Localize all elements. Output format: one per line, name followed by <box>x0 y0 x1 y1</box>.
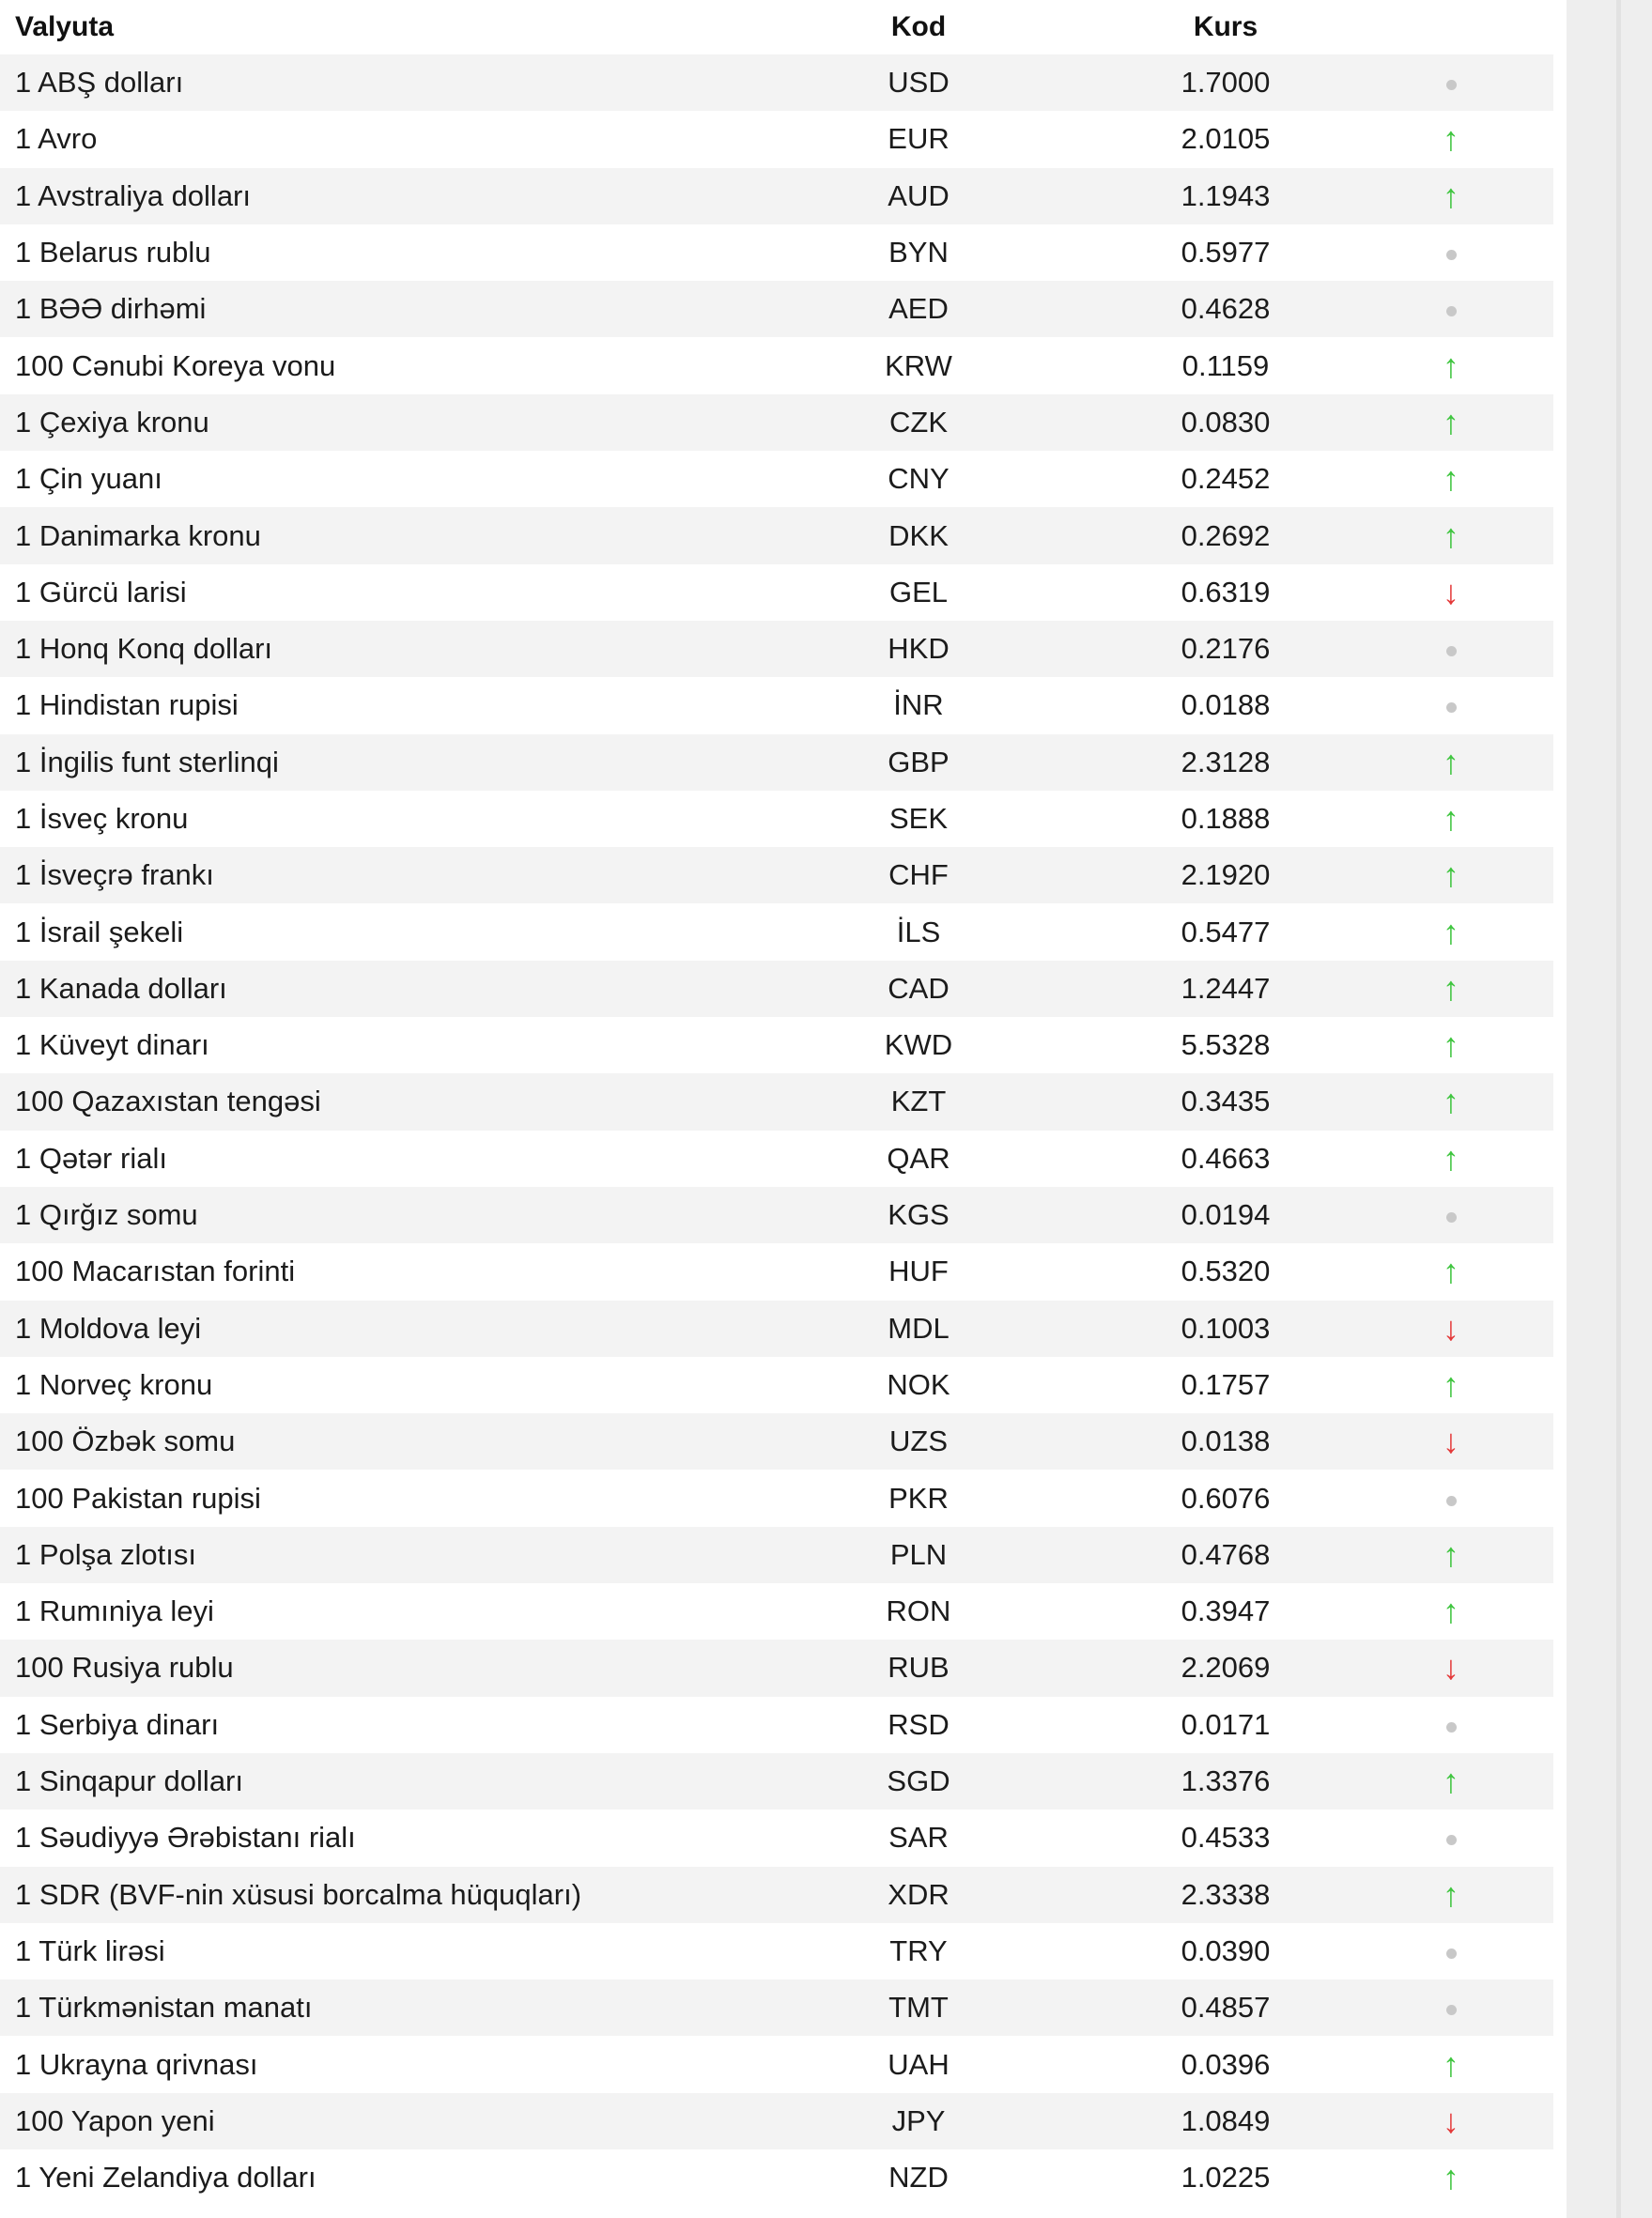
exchange-rate: 0.4533 <box>1181 1821 1271 1855</box>
currency-name: 1 İsveçrə frankı <box>15 858 214 892</box>
currency-code: UAH <box>888 2047 950 2081</box>
table-row <box>0 507 1553 563</box>
currency-name: 1 Küveyt dinarı <box>15 1028 209 1062</box>
currency-name: 1 Çexiya kronu <box>15 405 209 439</box>
header-code: Kod <box>890 11 947 42</box>
table-row <box>0 1979 1553 2036</box>
header-rate: Kurs <box>1193 11 1258 42</box>
exchange-rate: 5.5328 <box>1181 1028 1271 1062</box>
currency-code: KZT <box>890 1085 947 1118</box>
currency-code: HKD <box>888 632 950 666</box>
dot-icon <box>1428 236 1474 270</box>
currency-name: 1 Norveç kronu <box>15 1367 213 1401</box>
currency-code: İLS <box>896 915 941 948</box>
arrow-up-icon: ↑ <box>1443 1364 1459 1404</box>
currency-name: 1 Yeni Zelandiya dolları <box>15 2161 317 2195</box>
dot-icon <box>1428 292 1474 326</box>
table-row <box>0 1301 1553 1357</box>
exchange-rate: 0.1003 <box>1181 1311 1271 1345</box>
exchange-rate: 0.4768 <box>1181 1537 1271 1571</box>
table-row <box>0 1017 1553 1073</box>
exchange-rate: 0.4628 <box>1181 292 1271 326</box>
currency-code: RSD <box>888 1707 950 1741</box>
exchange-rate: 2.3338 <box>1181 1877 1271 1911</box>
arrow-down-icon: ↓ <box>1443 1308 1459 1348</box>
arrow-down-icon: ↓ <box>1443 2101 1459 2140</box>
currency-name: 100 Pakistan rupisi <box>15 1481 261 1515</box>
currency-code: CHF <box>888 858 949 892</box>
currency-code: XDR <box>888 1877 950 1911</box>
arrow-up-icon: ↑ <box>1443 912 1459 951</box>
currency-name: 1 Qırğız somu <box>15 1198 198 1232</box>
exchange-rate: 0.4857 <box>1181 1991 1271 2025</box>
currency-name: 100 Yapon yeni <box>15 2103 215 2137</box>
dot-icon <box>1428 688 1474 722</box>
dot-icon <box>1428 1991 1474 2025</box>
currency-code: NOK <box>887 1367 950 1401</box>
table-row <box>0 677 1553 733</box>
currency-code: USD <box>888 66 950 100</box>
currency-code: NZD <box>888 2161 949 2195</box>
currency-name: 1 SDR (BVF-nin xüsusi borcalma hüquqları) <box>15 1877 582 1911</box>
exchange-rate: 0.2452 <box>1181 462 1271 496</box>
currency-code: TRY <box>889 1933 948 1967</box>
exchange-rate: 0.0194 <box>1181 1198 1271 1232</box>
arrow-up-icon: ↑ <box>1443 346 1459 385</box>
currency-code: BYN <box>888 236 949 270</box>
currency-name: 1 BƏƏ dirhəmi <box>15 292 207 326</box>
exchange-rate: 0.5320 <box>1181 1255 1271 1288</box>
table-row <box>0 1923 1553 1979</box>
table-row <box>0 2036 1553 2092</box>
currency-name: 1 Türk lirəsi <box>15 1933 165 1967</box>
table-row <box>0 1243 1553 1300</box>
currency-code: JPY <box>891 2103 946 2137</box>
arrow-up-icon: ↑ <box>1443 1025 1459 1065</box>
currency-name: 1 Polşa zlotısı <box>15 1537 196 1571</box>
currency-name: 1 İsrail şekeli <box>15 915 184 948</box>
arrow-up-icon: ↑ <box>1443 516 1459 555</box>
arrow-up-icon: ↑ <box>1443 2044 1459 2084</box>
table-row <box>0 281 1553 337</box>
exchange-rate: 0.0390 <box>1181 1933 1271 1967</box>
exchange-rate: 2.3128 <box>1181 745 1271 778</box>
exchange-rate: 2.2069 <box>1181 1651 1271 1685</box>
arrow-up-icon: ↑ <box>1443 1874 1459 1914</box>
exchange-rate: 0.1159 <box>1181 348 1270 382</box>
exchange-rate: 2.0105 <box>1181 122 1271 156</box>
scrollbar-track[interactable] <box>1616 0 1621 2218</box>
exchange-rate: 0.0171 <box>1181 1707 1271 1741</box>
exchange-rate: 0.0396 <box>1181 2047 1271 2081</box>
currency-code: HUF <box>888 1255 949 1288</box>
currency-code: KWD <box>884 1028 953 1062</box>
exchange-rate: 0.3435 <box>1181 1085 1271 1118</box>
table-row <box>0 1583 1553 1640</box>
dot-icon <box>1428 1934 1474 1968</box>
arrow-up-icon: ↑ <box>1443 402 1459 441</box>
table-row <box>0 168 1553 224</box>
exchange-rate: 1.7000 <box>1181 66 1271 100</box>
table-row <box>0 1187 1553 1243</box>
currency-name: 1 ABŞ dolları <box>15 66 184 100</box>
arrow-down-icon: ↓ <box>1443 572 1459 611</box>
table-row <box>0 847 1553 903</box>
exchange-rate: 0.2176 <box>1181 632 1271 666</box>
currency-code: KGS <box>888 1198 950 1232</box>
table-row <box>0 564 1553 621</box>
currency-name: 1 Sinqapur dolları <box>15 1764 243 1798</box>
arrow-down-icon: ↓ <box>1443 1422 1459 1461</box>
table-row <box>0 903 1553 960</box>
currency-name: 1 Danimarka kronu <box>15 518 261 552</box>
currency-code: SAR <box>888 1821 949 1855</box>
currency-name: 1 Rumıniya leyi <box>15 1594 214 1628</box>
table-row <box>0 1753 1553 1810</box>
exchange-rate: 0.0138 <box>1181 1425 1271 1458</box>
currency-name: 1 Qətər rialı <box>15 1141 167 1175</box>
table-row <box>0 734 1553 791</box>
currency-code: EUR <box>888 122 950 156</box>
currency-code: GEL <box>888 575 949 608</box>
exchange-rate: 0.1757 <box>1181 1367 1271 1401</box>
currency-name: 1 İngilis funt sterlinqi <box>15 745 279 778</box>
table-row <box>0 1073 1553 1130</box>
table-row <box>0 621 1553 677</box>
currency-name: 1 Ukrayna qrivnası <box>15 2047 258 2081</box>
dot-icon <box>1428 632 1474 666</box>
currency-code: MDL <box>888 1311 950 1345</box>
dot-icon <box>1428 1198 1474 1232</box>
table-row <box>0 1413 1553 1470</box>
exchange-rate: 1.3376 <box>1181 1764 1271 1798</box>
currency-name: 1 Çin yuanı <box>15 462 162 496</box>
exchange-rate: 1.0225 <box>1181 2161 1271 2195</box>
currency-code: SGD <box>887 1764 950 1798</box>
currency-code: AUD <box>888 178 950 212</box>
exchange-rate: 0.6319 <box>1181 575 1271 608</box>
currency-code: TMT <box>888 1991 949 2025</box>
arrow-up-icon: ↑ <box>1443 1082 1459 1121</box>
table-row <box>0 451 1553 507</box>
exchange-rate: 0.3947 <box>1181 1594 1271 1628</box>
currency-code: QAR <box>887 1141 950 1175</box>
arrow-up-icon: ↑ <box>1443 2158 1459 2197</box>
currency-name: 1 Hindistan rupisi <box>15 688 239 722</box>
exchange-rate: 0.4663 <box>1181 1141 1271 1175</box>
exchange-rate: 1.2447 <box>1181 971 1271 1005</box>
exchange-rate: 0.2692 <box>1181 518 1271 552</box>
table-header <box>0 0 1553 54</box>
arrow-up-icon: ↑ <box>1443 459 1459 499</box>
dot-icon <box>1428 66 1474 100</box>
currency-name: 1 Avstraliya dolları <box>15 178 251 212</box>
currency-code: CNY <box>888 462 950 496</box>
currency-code: AED <box>888 292 949 326</box>
exchange-rate: 0.1888 <box>1181 802 1271 835</box>
currency-code: RUB <box>888 1651 950 1685</box>
arrow-up-icon: ↑ <box>1443 119 1459 159</box>
table-row <box>0 1357 1553 1413</box>
currency-code: KRW <box>885 348 952 382</box>
currency-name: 100 Qazaxıstan tengəsi <box>15 1085 321 1118</box>
currency-code: SEK <box>888 802 949 835</box>
exchange-rate: 1.0849 <box>1181 2103 1271 2137</box>
currency-name: 1 Belarus rublu <box>15 236 211 270</box>
arrow-up-icon: ↑ <box>1443 1534 1459 1574</box>
table-row <box>0 394 1553 451</box>
exchange-rate: 1.1943 <box>1181 178 1271 212</box>
table-row <box>0 2093 1553 2149</box>
dot-icon <box>1428 1821 1474 1855</box>
currency-name: 100 Özbək somu <box>15 1425 236 1458</box>
arrow-up-icon: ↑ <box>1443 1592 1459 1631</box>
table-row <box>0 2149 1553 2206</box>
currency-name: 1 Kanada dolları <box>15 971 227 1005</box>
currency-code: İNR <box>893 688 944 722</box>
table-row <box>0 961 1553 1017</box>
arrow-up-icon: ↑ <box>1443 1762 1459 1801</box>
table-row <box>0 1867 1553 1923</box>
table-row <box>0 337 1553 393</box>
table-row <box>0 111 1553 167</box>
currency-name: 1 Gürcü larisi <box>15 575 187 608</box>
currency-code: UZS <box>889 1425 948 1458</box>
currency-name: 100 Rusiya rublu <box>15 1651 234 1685</box>
currency-name: 1 Türkmənistan manatı <box>15 1991 313 2025</box>
table-row <box>0 1810 1553 1866</box>
currency-name: 100 Macarıstan forinti <box>15 1255 296 1288</box>
currency-name: 1 Səudiyyə Ərəbistanı rialı <box>15 1821 356 1855</box>
table-row <box>0 1131 1553 1187</box>
arrow-up-icon: ↑ <box>1443 799 1459 838</box>
currency-code: GBP <box>888 745 950 778</box>
table-row <box>0 791 1553 847</box>
exchange-rate: 0.5477 <box>1181 915 1271 948</box>
currency-code: CZK <box>889 405 948 439</box>
currency-code: PLN <box>889 1537 948 1571</box>
dot-icon <box>1428 1482 1474 1516</box>
currency-name: 1 Serbiya dinarı <box>15 1707 220 1741</box>
currency-name: 100 Cənubi Koreya vonu <box>15 348 336 382</box>
table-body <box>0 54 1553 2206</box>
currency-name: 1 İsveç kronu <box>15 802 189 835</box>
arrow-up-icon: ↑ <box>1443 1252 1459 1291</box>
currency-code: DKK <box>888 518 949 552</box>
table-row <box>0 224 1553 281</box>
exchange-rate: 0.5977 <box>1181 236 1271 270</box>
exchange-rate: 2.1920 <box>1181 858 1271 892</box>
arrow-up-icon: ↑ <box>1443 855 1459 895</box>
arrow-up-icon: ↑ <box>1443 1138 1459 1178</box>
currency-name: 1 Avro <box>15 122 98 156</box>
currency-name: 1 Moldova leyi <box>15 1311 202 1345</box>
table-row <box>0 1640 1553 1696</box>
exchange-rate: 0.0188 <box>1181 688 1271 722</box>
exchange-rate: 0.6076 <box>1181 1481 1271 1515</box>
currency-code: RON <box>886 1594 951 1628</box>
currency-code: PKR <box>888 1481 949 1515</box>
page-side-gutter <box>1567 0 1652 2218</box>
table-row <box>0 54 1553 111</box>
arrow-up-icon: ↑ <box>1443 176 1459 215</box>
exchange-rate: 0.0830 <box>1181 405 1271 439</box>
dot-icon <box>1428 1708 1474 1742</box>
currency-code: CAD <box>888 971 950 1005</box>
arrow-up-icon: ↑ <box>1443 742 1459 781</box>
table-row <box>0 1527 1553 1583</box>
currency-name: 1 Honq Konq dolları <box>15 632 273 666</box>
arrow-down-icon: ↓ <box>1443 1648 1459 1687</box>
table-row <box>0 1697 1553 1753</box>
arrow-up-icon: ↑ <box>1443 968 1459 1008</box>
table-row <box>0 1470 1553 1526</box>
header-currency: Valyuta <box>15 11 115 42</box>
